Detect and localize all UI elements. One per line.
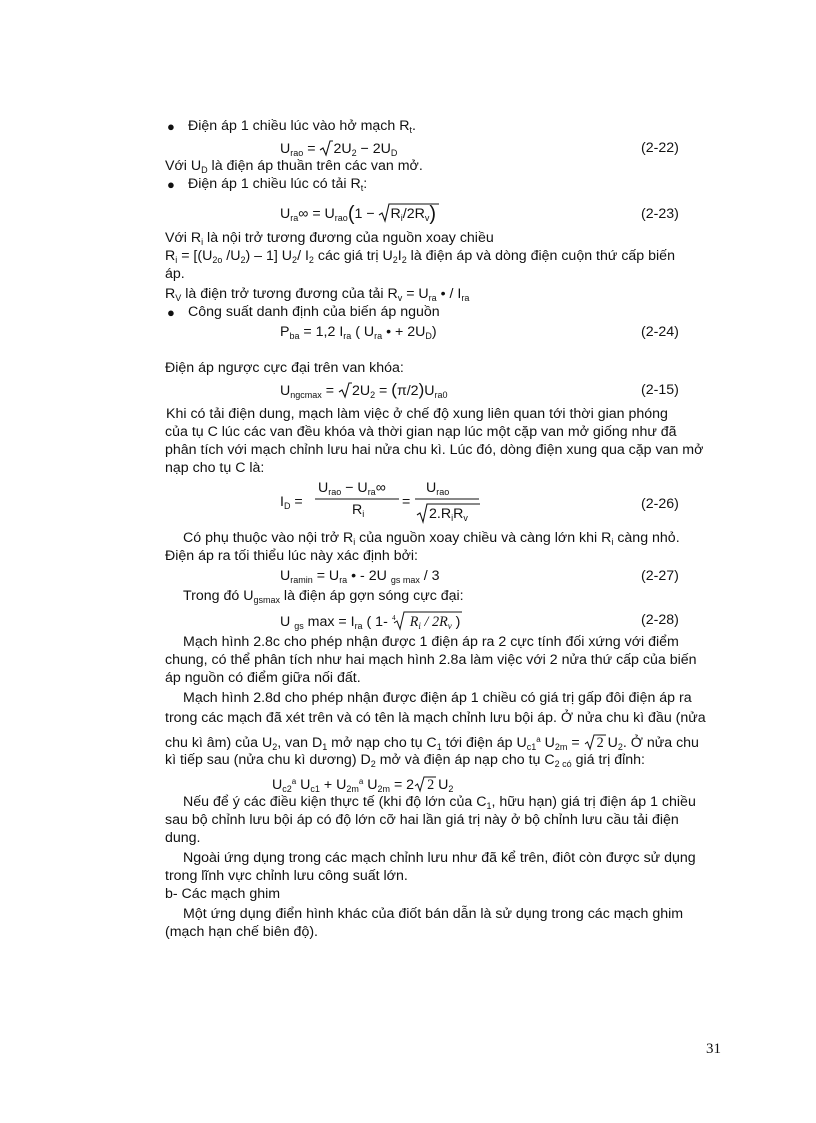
equation-number: (2-24)	[641, 324, 679, 340]
paragraph-line: trong các mạch đã xét trên và có tên là mạch chỉnh lưu bội áp. Ở nửa chu kì đầu (nửa	[165, 710, 706, 726]
paragraph-line: chu kì âm) của $U_2$, van $D_1$ mở nạp cho tụ $C_1$ tới điện áp $U_{c1}^a$ $U_{2m} = 2$ $U_2$. Ở nửa chu	[165, 735, 699, 752]
equation-2-27: $U_{ramin} = U_{ra}$ • - 2U $_{gs max}$ / 3	[280, 568, 440, 585]
text-line: Công suất danh định của biến áp nguồn	[188, 304, 440, 320]
equation-number: (2-26)	[641, 496, 679, 512]
equation-2-22: $U_{rao} = 2U_2 - 2U_D$	[280, 141, 398, 158]
paragraph-line: nạp cho tụ C là:	[165, 460, 265, 476]
text-line: $R_i = [(U_{2o}$ $/U_2) - 1$] $U_2/$ $I_2$ các giá trị $U_2I_2$ là điện áp và dòng điện cuộn thứ cấp biến	[165, 248, 675, 265]
text-line: áp.	[165, 266, 185, 282]
bullet-icon: ●	[167, 119, 175, 134]
page-number: 31	[706, 1041, 721, 1057]
paragraph-line: Một ứng dụng điển hình khác của điốt bán dẫn là sử dụng trong các mạch ghim	[183, 906, 684, 922]
paragraph-line: Điện áp ra tối thiểu lúc này xác định bởi:	[165, 548, 418, 564]
bullet-icon: ●	[167, 305, 175, 320]
section-heading: b- Các mạch ghim	[165, 886, 281, 902]
equation-uc2: $U_{c2}^a$ $U_{c1} + U_{2m}^a$ $U_{2m} = 2$ 2 $U_2$	[272, 777, 454, 794]
document-page: ● Điện áp 1 chiều lúc vào hở mạch $R_t$. $U_{rao} = 2U_2 - 2U_D$ (2-22) Với $U_D$ là điện áp thuần trên các van mở. ● Điện áp 1 chiều lúc có tải $R_t$: $U_{ra}\infty = U_{rao}(1 - R_i/2R_v)$ (2-23) Với $R_i$ là nội trở tương đương của nguồn xoay chiều $R_i = [(U_{2o}$ $/U_2) - 1$] $U_2/$ $I_2$ các giá trị $U_2I_2$ là điện áp và dòng điện cuộn thứ cấp biến áp. $R_V$ là điện trở tương đương của tải $R_v = U_{ra}$ • / $I_{ra}$ ● Công suất danh định của biến áp nguồn $P_{ba} = 1,2$ $I_{ra}$ ( $U_{ra}$ • + $2U_D$) (2-24) Điện áp ngược cực đại trên van khóa: $U_{ngcmax} = 2U_2 = (\pi/2)U_{ra0}$ (2-15) Khi có tải điện dung, mạch làm việc ở chế độ xung liên quan tới thời gian phóng của tụ C lúc các van đều khóa và thời gian nạp lúc một cặp van mở giống như đã phân tích với mạch chỉnh lưu hai nửa chu kì. Lúc đó, dòng điện xung qua cặp van mở nạp cho tụ C là: $I_D$ = $U_{rao} - U_{ra}\infty$ $R_i$ = $U_{rao}$ $2.R_iR_v$ (2-26) Có phụ thuộc vào nội trở $R_i$ của nguồn xoay chiều và càng lớn khi $R_i$ càng nhỏ. Điện áp ra tối thiểu lúc này xác định bởi: $U_{ramin} = U_{ra}$ • - 2U $_{gs max}$ / 3 (2-27) Trong đó $U_{gsmax}$ là điện áp gợn sóng cực đại: U $_{gs}$ $\max = I_{ra}$ ( 1- 4 $R_i / 2R_v$ ) (2-28) Mạch hình 2.8c cho phép nhận được 1 điện áp ra 2 cực tính đối xứng với điểm chung, có thể phân tích như hai mạch hình 2.8a làm việc với 2 nửa thứ cấp của biến áp nguồn có điểm giữa nối đất. Mạch hình 2.8d cho phép nhận được điện áp 1 chiều có giá trị gấp đôi điện áp ra trong các mạch đã xét trên và có tên là mạch chỉnh lưu bội áp. Ở nửa chu kì đầu (nửa chu kì âm) của $U_2$, van $D_1$ mở nạp cho tụ $C_1$ tới điện áp $U_{c1}^a$ $U_{2m} = 2$ $U_2$. Ở nửa chu kì tiếp sau (nửa chu kì dương) $D_2$ mở và điện áp nạp cho tụ $C_{2 có}$ giá trị đỉnh: $U_{c2}^a$ $U_{c1} + U_{2m}^a$ $U_{2m} = 2$ 2 $U_2$ Nếu để ý các điều kiện thực tế (khi độ lớn của $C_1$, hữu hạn) giá trị điện áp 1 chiều sau bộ chỉnh lưu bội áp có độ lớn cỡ hai lần giá trị này ở bộ chỉnh lưu cầu tải điện dung. Ngoài ứng dụng trong các mạch chỉnh lưu như đã kể trên, điôt còn được sử dụng trong lĩnh vực chỉnh lưu công suất lớn. b- Các mạch ghim Một ứng dụng điển hình khác của điốt bán dẫn là sử dụng trong các mạch ghim (mạch hạn chế biên độ). 31	[165, 118, 721, 1057]
paragraph-line: dung.	[165, 830, 201, 846]
paragraph-line: áp nguồn có điểm giữa nối đất.	[165, 670, 361, 686]
bullet-icon: ●	[167, 177, 175, 192]
paragraph-line: Trong đó $U_{gsmax}$ là điện áp gợn sóng cực đại:	[183, 588, 464, 605]
paragraph-line: Mạch hình 2.8c cho phép nhận được 1 điện áp ra 2 cực tính đối xứng với điểm	[183, 634, 679, 650]
text-line: Điện áp 1 chiều lúc có tải $R_t$:	[188, 176, 368, 193]
equation-number: (2-27)	[641, 568, 679, 584]
equation-2-15: $U_{ngcmax} = 2U_2 = (\pi/2)U_{ra0}$	[280, 380, 448, 400]
equation-number: (2-22)	[641, 140, 679, 156]
text-line: Với $U_D$ là điện áp thuần trên các van mở.	[165, 158, 423, 175]
paragraph-line: Có phụ thuộc vào nội trở $R_i$ của nguồn xoay chiều và càng lớn khi $R_i$ càng nhỏ.	[183, 530, 680, 547]
equation-2-23: $U_{ra}\infty = U_{rao}(1 - R_i/2R_v)$	[280, 203, 436, 227]
paragraph-line: trong lĩnh vực chỉnh lưu công suất lớn.	[165, 868, 408, 884]
paragraph-line: kì tiếp sau (nửa chu kì dương) $D_2$ mở và điện áp nạp cho tụ $C_{2 có}$ giá trị đỉnh:	[165, 752, 645, 769]
text-line: Với $R_i$ là nội trở tương đương của nguồn xoay chiều	[165, 230, 494, 247]
text-line: Điện áp ngược cực đại trên van khóa:	[165, 360, 404, 376]
svg-text:4: 4	[391, 614, 396, 622]
text-line: $R_V$ là điện trở tương đương của tải $R_v = U_{ra}$ • / $I_{ra}$	[165, 286, 470, 303]
paragraph-line: chung, có thể phân tích như hai mạch hình 2.8a làm việc với 2 nửa thứ cấp của biến	[165, 652, 697, 668]
paragraph-line: sau bộ chỉnh lưu bội áp có độ lớn cỡ hai lần giá trị này ở bộ chỉnh lưu cầu tải điện	[165, 812, 679, 828]
equation-number: (2-28)	[641, 612, 679, 628]
paragraph-line: phân tích với mạch chỉnh lưu hai nửa chu kì. Lúc đó, dòng điện xung qua cặp van mở	[165, 442, 704, 458]
text-line: Điện áp 1 chiều lúc vào hở mạch $R_t$.	[188, 118, 416, 135]
paragraph-line: (mạch hạn chế biên độ).	[165, 924, 319, 940]
equation-2-24: $P_{ba} = 1,2$ $I_{ra}$ ( $U_{ra}$ • + $2U_D$)	[280, 324, 437, 341]
paragraph-line: của tụ C lúc các van đều khóa và thời gian nạp lúc một cặp van mở giống như đã	[165, 424, 677, 440]
paragraph-line: Ngoài ứng dụng trong các mạch chỉnh lưu như đã kể trên, điôt còn được sử dụng	[183, 850, 696, 866]
paragraph-line: Khi có tải điện dung, mạch làm việc ở chế độ xung liên quan tới thời gian phóng	[166, 406, 668, 422]
equation-number: (2-23)	[641, 206, 679, 222]
equation-number: (2-15)	[641, 382, 679, 398]
paragraph-line: Mạch hình 2.8d cho phép nhận được điện áp 1 chiều có giá trị gấp đôi điện áp ra	[183, 690, 692, 706]
equation-2-28: U $_{gs}$ $\max = I_{ra}$ ( 1- 4 $R_i / 2R_v$ )	[280, 614, 461, 631]
paragraph-line: Nếu để ý các điều kiện thực tế (khi độ lớn của $C_1$, hữu hạn) giá trị điện áp 1 chiều	[183, 794, 696, 811]
